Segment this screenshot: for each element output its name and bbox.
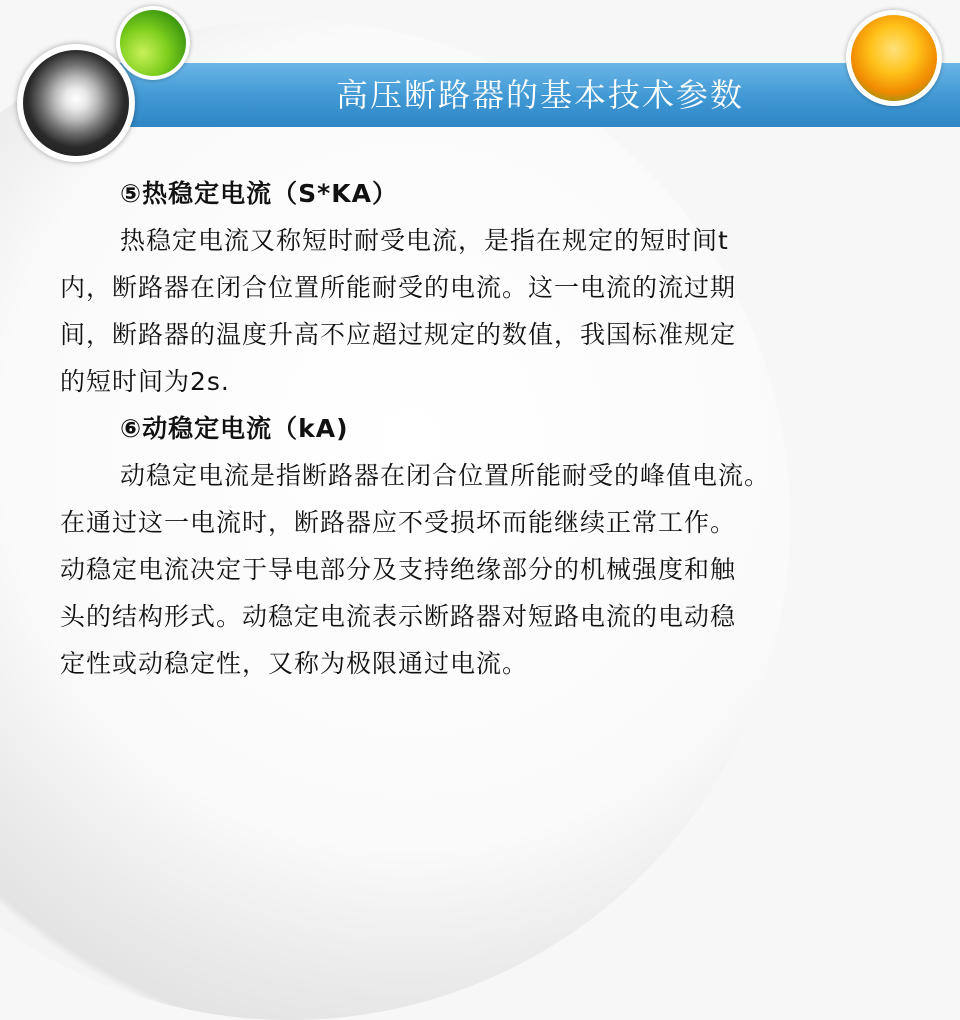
paragraph-line: 动稳定电流是指断路器在闭合位置所能耐受的峰值电流。 — [120, 461, 771, 490]
paragraph-line: 头的结构形式。动稳定电流表示断路器对短路电流的电动稳 — [60, 602, 737, 631]
paragraph-line: 的短时间为2s. — [60, 367, 230, 396]
tulip-image — [851, 15, 937, 101]
leaf-image — [120, 10, 186, 76]
heading-dynamic-current: ⑥动稳定电流（kA) — [120, 414, 349, 443]
slide-title: 高压断路器的基本技术参数 — [335, 76, 744, 114]
slide-body — [60, 170, 900, 687]
heading-thermal-current: ⑤热稳定电流（S*KA） — [120, 179, 398, 208]
paragraph-line: 内，断路器在闭合位置所能耐受的电流。这一电流的流过期 — [60, 273, 737, 302]
paragraph-line: 动稳定电流决定于导电部分及支持绝缘部分的机械强度和触 — [60, 555, 737, 584]
paragraph-line: 热稳定电流又称短时耐受电流，是指在规定的短时间t — [120, 226, 729, 255]
paragraph-line: 间，断路器的温度升高不应超过规定的数值，我国标准规定 — [60, 320, 737, 349]
paragraph-line: 定性或动稳定性，又称为极限通过电流。 — [60, 649, 529, 678]
dandelion-image — [23, 50, 129, 156]
paragraph-line: 在通过这一电流时，断路器应不受损坏而能继续正常工作。 — [60, 508, 737, 537]
